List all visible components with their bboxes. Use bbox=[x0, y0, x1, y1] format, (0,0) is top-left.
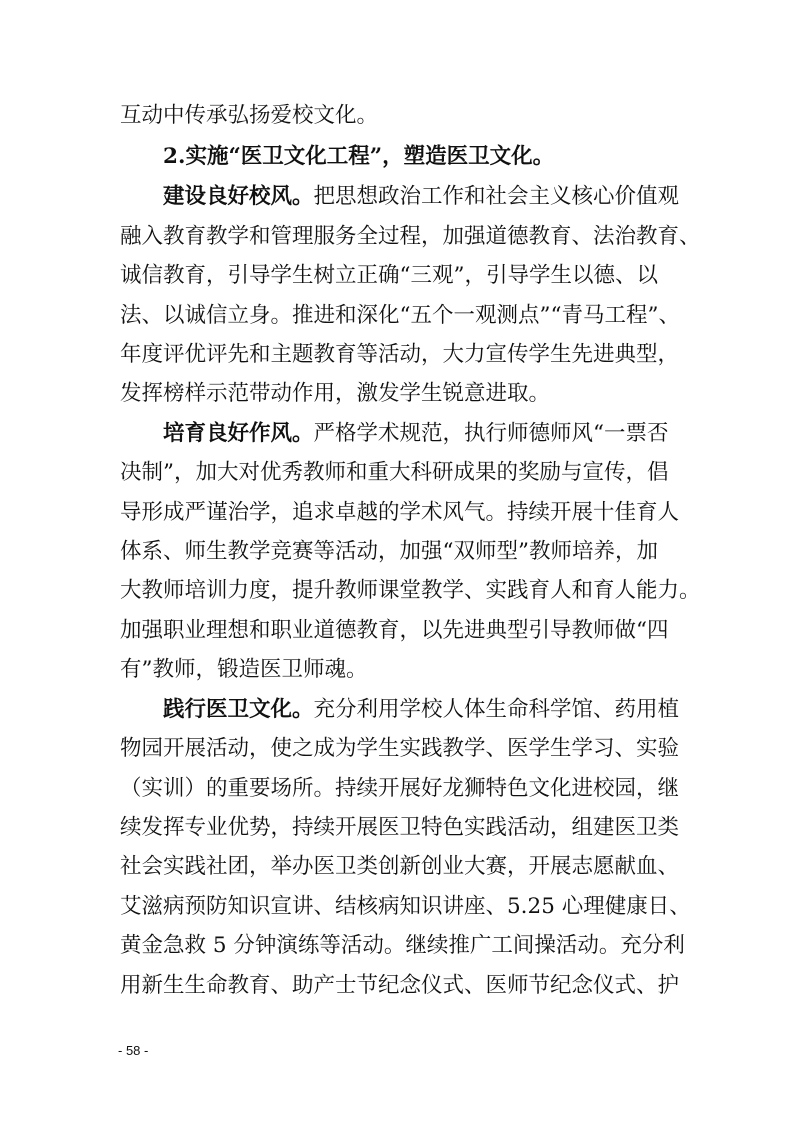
text-line: 物园开展活动，使之成为学生实践教学、医学生学习、实验 bbox=[120, 736, 680, 761]
text-line bbox=[163, 422, 669, 446]
text-span: 把思想政治工作和社会主义核心价值观 bbox=[313, 184, 680, 209]
paragraph-lead: 培育良好作风。 bbox=[163, 421, 314, 446]
paragraph-lead: 践行医卫文化。 bbox=[163, 697, 314, 722]
text-line: 加强职业理想和职业道德教育，以先进典型引导教师做“四 bbox=[120, 618, 669, 643]
text-line: 法、以诚信立身。推进和深化“五个一观测点”“青马工程”、 bbox=[120, 303, 680, 328]
text-line bbox=[163, 185, 679, 209]
text-line: 导形成严谨治学，追求卓越的学术风气。持续开展十佳育人 bbox=[120, 500, 680, 525]
page-number: - 58 - bbox=[118, 1043, 149, 1058]
text-line: 用新生生命教育、助产士节纪念仪式、医师节纪念仪式、护 bbox=[120, 973, 680, 998]
text-line: 诚信教育，引导学生树立正确“三观”，引导学生以德、以 bbox=[120, 263, 658, 288]
text-line: 大教师培训力度，提升教师课堂教学、实践育人和育人能力。 bbox=[120, 578, 701, 603]
text-line: 互动中传承弘扬爱校文化。 bbox=[120, 103, 379, 128]
text-line: 续发挥专业优势，持续开展医卫特色实践活动，组建医卫类 bbox=[120, 815, 680, 840]
text-line: 艾滋病预防知识宣讲、结核病知识讲座、5.25 心理健康日、 bbox=[120, 894, 691, 919]
text-line: 融入教育教学和管理服务全过程，加强道德教育、法治教育、 bbox=[120, 224, 701, 249]
section-heading: 2.实施“医卫文化工程”，塑造医卫文化。 bbox=[163, 144, 555, 169]
text-line: 黄金急救 5 分钟演练等活动。继续推广工间操活动。充分利 bbox=[120, 933, 685, 958]
text-line: 决制”，加大对优秀教师和重大科研成果的奖励与宣传，倡 bbox=[120, 460, 669, 485]
text-span: 充分利用学校人体生命科学馆、药用植 bbox=[313, 697, 680, 722]
text-line: 社会实践社团，举办医卫类创新创业大赛，开展志愿献血、 bbox=[120, 854, 680, 879]
paragraph-lead: 建设良好校风。 bbox=[163, 184, 314, 209]
text-line: 年度评优评先和主题教育等活动，大力宣传学生先进典型， bbox=[120, 342, 680, 367]
text-line: 体系、师生教学竞赛等活动，加强“双师型”教师培养，加 bbox=[120, 539, 658, 564]
text-line: 有”教师，锻造医卫师魂。 bbox=[120, 657, 368, 682]
text-line bbox=[163, 698, 679, 722]
text-span: 严格学术规范，执行师德师风“一票否 bbox=[313, 421, 669, 446]
text-line: 发挥榜样示范带动作用，激发学生锐意进取。 bbox=[120, 381, 551, 406]
text-line: （实训）的重要场所。持续开展好龙狮特色文化进校园，继 bbox=[120, 776, 680, 801]
